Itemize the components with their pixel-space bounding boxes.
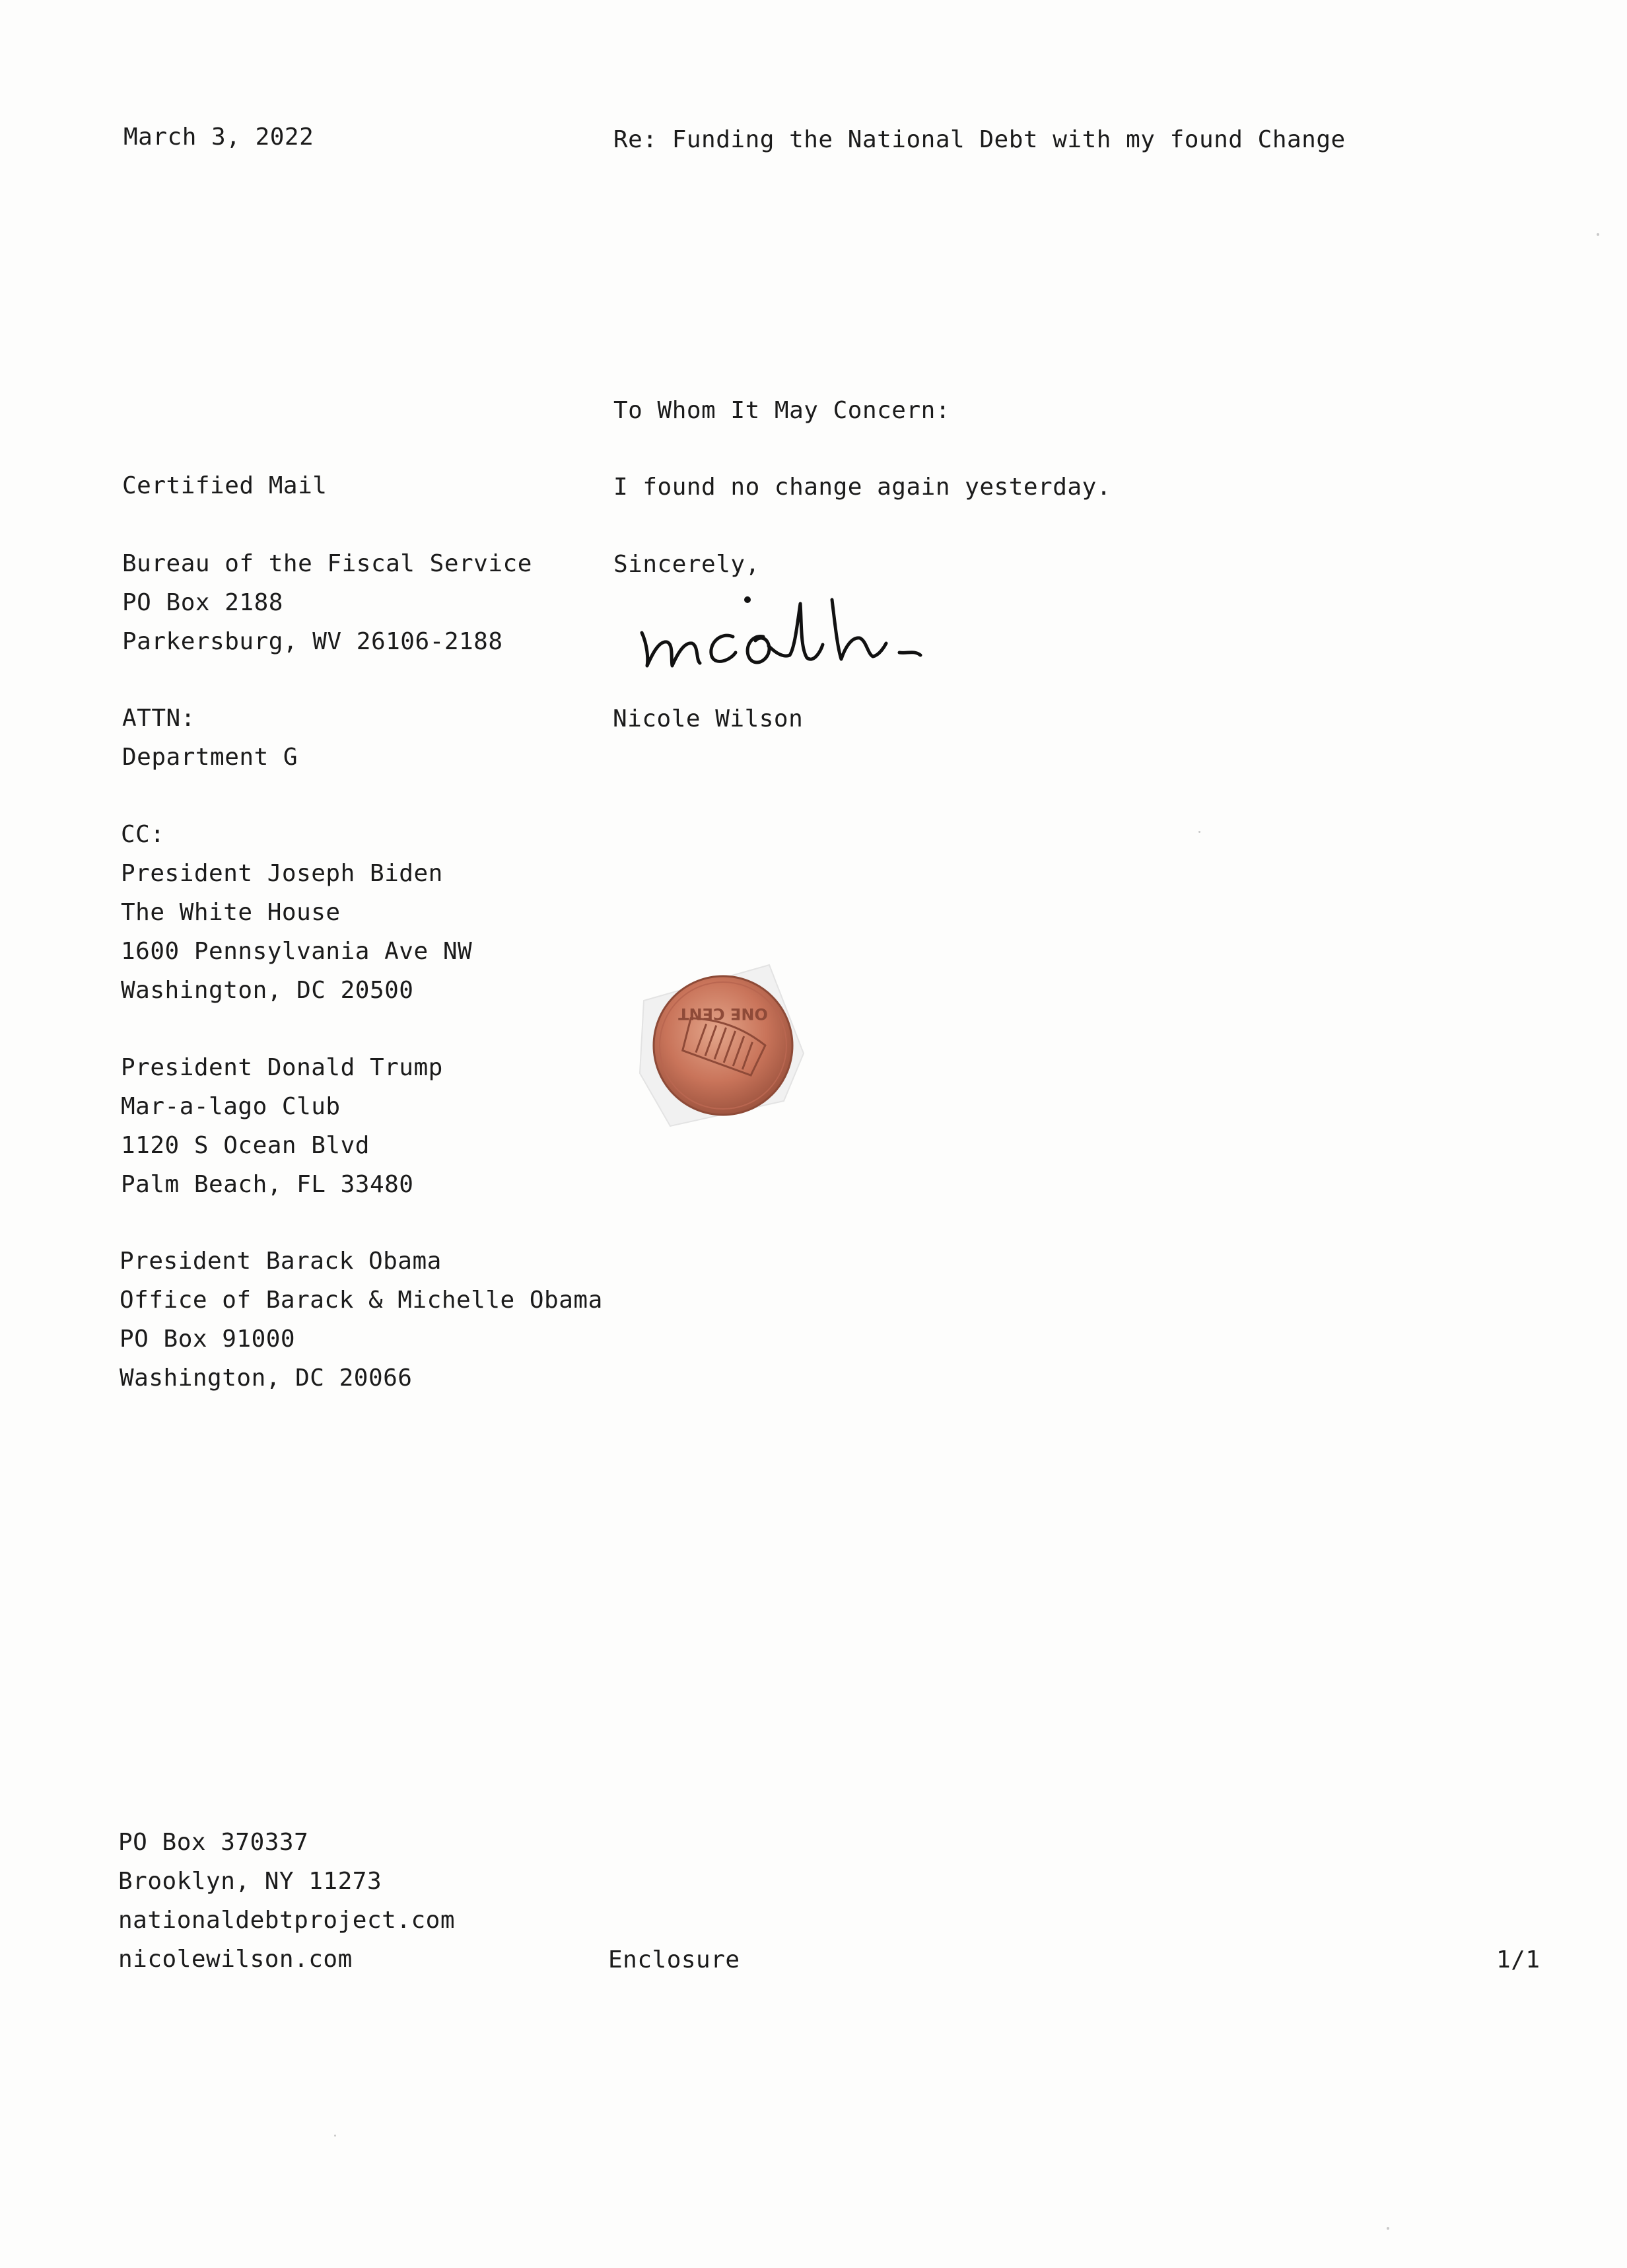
recipient-address: [122, 544, 532, 661]
address-line: Bureau of the Fiscal Service: [122, 550, 532, 577]
cc-line: President Joseph Biden: [121, 860, 443, 887]
cc-entry-obama: [120, 1242, 603, 1398]
scan-speck: [1387, 2227, 1389, 2230]
cc-line: Palm Beach, FL 33480: [121, 1171, 414, 1198]
cc-line: President Donald Trump: [121, 1054, 443, 1081]
website-link[interactable]: nicolewilson.com: [118, 1946, 353, 1973]
attention-label: ATTN:: [122, 705, 195, 732]
delivery-method: Certified Mail: [122, 472, 328, 499]
cc-line: Mar-a-lago Club: [121, 1093, 341, 1120]
address-line: Parkersburg, WV 26106-2188: [122, 628, 503, 655]
scan-speck: [1198, 831, 1200, 833]
attention-department: Department G: [122, 744, 298, 771]
cc-line: 1120 S Ocean Blvd: [121, 1132, 370, 1159]
letter-date: March 3, 2022: [123, 124, 314, 151]
cc-line: President Barack Obama: [120, 1248, 442, 1275]
letter-body: I found no change again yesterday.: [613, 474, 1111, 501]
letter-subject: Re: Funding the National Debt with my found Change: [613, 126, 1346, 153]
website-link[interactable]: nationaldebtproject.com: [118, 1907, 455, 1934]
address-line: PO Box 2188: [122, 589, 283, 616]
letter-closing: Sincerely,: [613, 551, 760, 578]
return-address: [118, 1823, 455, 1979]
attention-block: [122, 699, 298, 777]
cc-entry-trump: [121, 1048, 443, 1204]
cc-line: 1600 Pennsylvania Ave NW: [121, 938, 473, 965]
cc-block: [121, 815, 472, 1010]
penny-image: [631, 961, 815, 1133]
scan-speck: [1597, 233, 1599, 236]
cc-line: Washington, DC 20066: [120, 1364, 413, 1392]
cc-line: Office of Barack & Michelle Obama: [120, 1287, 603, 1314]
cc-line: The White House: [121, 899, 341, 926]
sender-name: Nicole Wilson: [613, 705, 804, 732]
cc-label: CC:: [121, 821, 165, 848]
letter-salutation: To Whom It May Concern:: [613, 397, 950, 424]
enclosure-label: Enclosure: [608, 1946, 740, 1973]
cc-line: Washington, DC 20500: [121, 977, 414, 1004]
return-address-line: PO Box 370337: [118, 1829, 309, 1856]
signature-image: [634, 581, 964, 687]
coin-inscription: ONE CENT: [678, 1005, 768, 1023]
page-number: 1/1: [1496, 1946, 1540, 1973]
scan-speck: [334, 2135, 336, 2137]
return-address-line: Brooklyn, NY 11273: [118, 1868, 382, 1895]
cc-line: PO Box 91000: [120, 1326, 296, 1353]
